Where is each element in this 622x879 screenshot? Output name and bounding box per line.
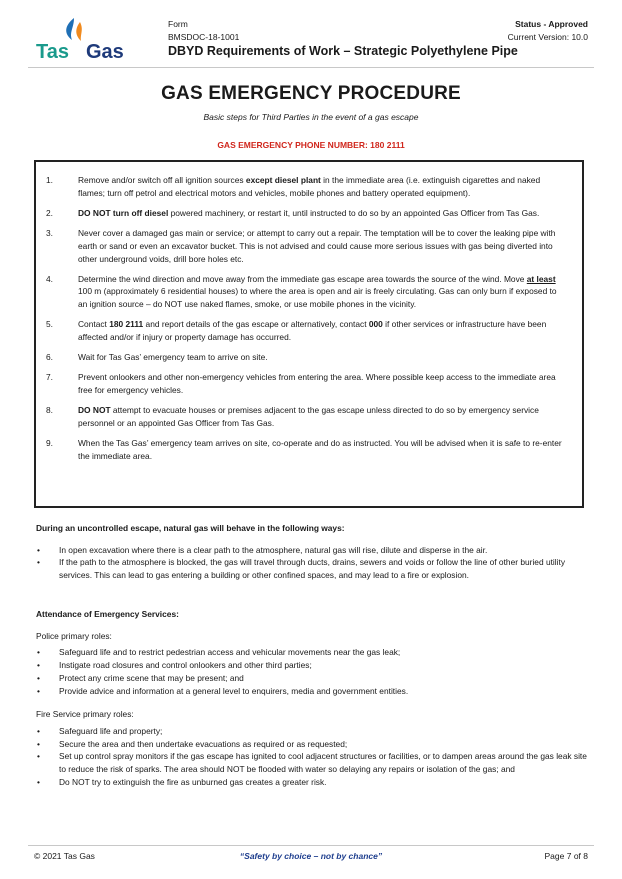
fire-role-item — [36, 750, 588, 775]
step-text-part: Prevent onlookers and other non-emergency vehicles from entering the area. Where possible keep access to the immediate area free for emergency vehicles. — [78, 372, 556, 396]
fire-role-item — [36, 776, 588, 789]
police-role-item — [36, 685, 588, 698]
procedure-step — [46, 227, 564, 265]
behaviour-section — [36, 522, 588, 582]
page-subtitle: Basic steps for Third Parties in the event of a gas escape — [203, 112, 419, 122]
step-text — [78, 227, 564, 265]
step-text — [78, 318, 564, 343]
form-label: Form — [168, 19, 188, 29]
emphasis-text: DO NOT — [78, 405, 111, 416]
header-divider — [28, 67, 594, 68]
emphasis-text: DO NOT turn off diesel — [78, 207, 169, 218]
bullet-icon: • — [37, 647, 40, 658]
step-text-part: in the immediate area (i.e. extinguish cigarettes and naked flames; turn off petrol and electrical motors and vehicles, mobile phones and battery operated equipment). — [78, 175, 541, 198]
step-text — [78, 437, 564, 462]
step-number: 8. — [46, 405, 53, 416]
bullet-icon: • — [37, 685, 40, 696]
procedure-step — [46, 174, 564, 199]
step-text — [78, 351, 564, 364]
logo-text-tas: Tas — [36, 41, 69, 62]
list-item-text: Secure the area and then undertake evacuations as required or as requested; — [59, 738, 348, 749]
fire-role-item — [36, 725, 588, 738]
document-id: BMSDOC-18-1001 — [168, 32, 240, 42]
behaviour-item — [36, 544, 588, 557]
emphasis-text: 180 2111 — [109, 319, 144, 330]
bullet-icon: • — [37, 544, 40, 555]
procedure-step — [46, 404, 564, 429]
step-text — [78, 207, 564, 220]
emphasis-text: at least — [526, 273, 556, 284]
fire-roles-list — [36, 725, 588, 789]
bullet-icon: • — [37, 751, 40, 762]
step-text-part: When the Tas Gas’ emergency team arrives on site, co-operate and do as instructed. You will be advised when it is safe to re-enter the immediate area. — [78, 438, 562, 461]
police-roles-list — [36, 646, 588, 697]
page-header — [0, 0, 622, 70]
step-number: 2. — [46, 207, 53, 218]
emphasis-text: except diesel plant — [245, 175, 321, 185]
emergency-phone: GAS EMERGENCY PHONE NUMBER: 180 2111 — [217, 140, 405, 150]
emphasis-text: 000 — [368, 319, 383, 330]
list-item-text: Safeguard life and to restrict pedestrian access and vehicular movements near the gas leak; — [59, 647, 401, 658]
step-text-part: 100 m (approximately 6 residential houses) to where the area is open and air is freely circulating. Gas can only burn if exposed to an ignition source – do NOT use naked flames, smoke, or use mobile phones in the vicinity. — [78, 286, 557, 310]
procedure-step — [46, 207, 564, 220]
attendance-heading: Attendance of Emergency Services: — [36, 609, 179, 619]
police-role-item — [36, 659, 588, 672]
bullet-icon: • — [37, 672, 40, 683]
bullet-icon: • — [37, 557, 40, 568]
document-title: DBYD Requirements of Work – Strategic Polyethylene Pipe — [168, 44, 518, 58]
step-text-part: Never cover a damaged gas main or service; or attempt to carry out a repair. The temptation will be to cover the leaking pipe with earth or sand or even an excavator bucket. This is not advised and could cause more serious issues with gas being diverted into other underground voids, drill bore holes etc. — [78, 228, 556, 264]
step-number: 6. — [46, 352, 53, 363]
step-text-part: if other services or infrastructure have been affected and/or if injury or property damage has occurred. — [78, 319, 547, 343]
procedure-steps-box — [34, 160, 584, 508]
page-title: GAS EMERGENCY PROCEDURE — [161, 83, 461, 104]
list-item-text: Safeguard life and property; — [59, 725, 163, 736]
list-item-text: Protect any crime scene that may be present; and — [59, 672, 244, 683]
step-text — [78, 371, 564, 396]
list-item-text: Provide advice and information at a general level to enquirers, media and government entities. — [59, 685, 409, 696]
list-item-text: Instigate road closures and control onlookers and other third parties; — [59, 660, 312, 671]
status-label: Status - Approved — [515, 19, 588, 29]
step-number: 4. — [46, 273, 53, 284]
step-text-part: and report details of the gas escape or alternatively, contact — [143, 319, 369, 330]
procedure-step — [46, 273, 564, 311]
behaviour-heading: During an uncontrolled escape, natural gas will behave in the following ways: — [36, 523, 345, 533]
step-text-part: Wait for Tas Gas’ emergency team to arrive on site. — [78, 352, 268, 363]
police-role-item — [36, 646, 588, 659]
procedure-step — [46, 318, 564, 343]
step-number: 7. — [46, 372, 53, 383]
tas-gas-logo — [34, 16, 134, 62]
flame-icon — [34, 16, 134, 62]
procedure-step — [46, 351, 564, 364]
list-item-text: Do NOT try to extinguish the fire as unburned gas creates a greater risk. — [59, 776, 327, 787]
step-number: 9. — [46, 438, 53, 449]
step-text-part: attempt to evacuate houses or premises adjacent to the gas escape unless directed to do so by emergency service personnel or an appointed Gas Officer from Tas Gas. — [78, 405, 539, 429]
procedure-step — [46, 437, 564, 462]
police-label: Police primary roles: — [36, 630, 112, 641]
step-text-part: Remove and/or switch off all ignition sources — [78, 175, 246, 185]
police-role-item — [36, 672, 588, 685]
bullet-icon: • — [37, 738, 40, 749]
list-item-text: If the path to the atmosphere is blocked, the gas will travel through ducts, drains, sewers and voids or follow the line of other buried utility services. This can lead to gas entering a building or other confined spaces, and may lead to a fire or explosion. — [59, 557, 566, 581]
bullet-icon: • — [37, 725, 40, 736]
footer-slogan: “Safety by choice – not by chance” — [239, 851, 383, 861]
step-number: 5. — [46, 319, 53, 330]
footer-copyright: © 2021 Tas Gas — [34, 851, 95, 861]
procedure-step — [46, 371, 564, 396]
bullet-icon: • — [37, 776, 40, 787]
step-number: 1. — [46, 175, 53, 185]
fire-role-item — [36, 738, 588, 751]
step-text — [78, 404, 564, 429]
list-item-text: In open excavation where there is a clear path to the atmosphere, natural gas will rise, dilute and disperse in the air. — [59, 544, 488, 555]
fire-label: Fire Service primary roles: — [36, 709, 134, 720]
list-item-text: Set up control spray monitors if the gas escape has ignited to cool adjacent structures or facilities, or to dampen areas around the gas leak site to reduce the risk of sparks. The area should NOT be flooded with water so delaying any repairs or isolation of the gas; and — [59, 751, 587, 775]
version-label: Current Version: 10.0 — [507, 32, 588, 42]
step-text-part: Determine the wind direction and move away from the immediate gas escape area towards the source of the wind. Move — [78, 273, 527, 284]
behaviour-item — [36, 556, 588, 581]
logo-text-gas: Gas — [86, 41, 124, 62]
step-text — [78, 273, 564, 311]
step-text — [78, 174, 564, 199]
step-number: 3. — [46, 228, 53, 239]
bullet-icon: • — [37, 660, 40, 671]
behaviour-list — [36, 544, 588, 582]
footer-divider — [28, 845, 594, 846]
step-text-part: powered machinery, or restart it, until instructed to do so by an appointed Gas Officer from Tas Gas. — [168, 207, 540, 218]
step-text-part: Contact — [78, 319, 110, 330]
attendance-section — [36, 608, 588, 788]
page-number: Page 7 of 8 — [544, 851, 588, 861]
